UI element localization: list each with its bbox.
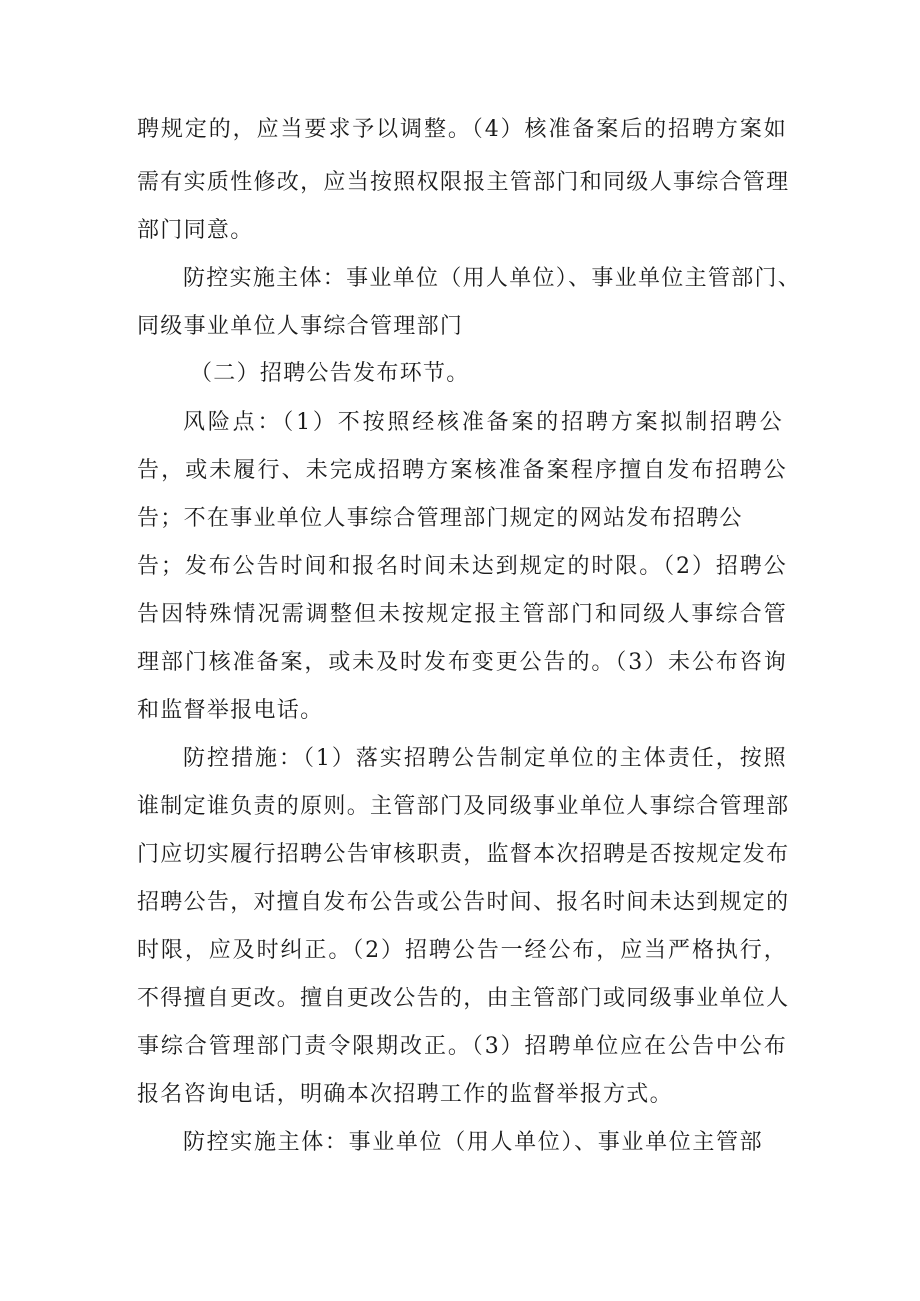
text-line: 时限，应及时纠正。（2）招聘公告一经公布，应当严格执行， xyxy=(137,938,787,963)
text-line: 谁制定谁负责的原则。主管部门及同级事业单位人事综合管理部 xyxy=(137,794,790,819)
text-line: 门应切实履行招聘公告审核职责，监督本次招聘是否按规定发布 xyxy=(137,842,790,867)
text-line: 防控措施：（1）落实招聘公告制定单位的主体责任，按照 xyxy=(183,746,787,771)
text-line: 告因特殊情况需调整但未按规定报主管部门和同级人事综合管 xyxy=(137,602,787,627)
text-line: 部门同意。 xyxy=(137,218,254,243)
text-line: 告；发布公告时间和报名时间未达到规定的时限。（2）招聘公 xyxy=(137,554,787,579)
text-line: 防控实施主体：事业单位（用人单位）、事业单位主管部门、 xyxy=(183,266,802,291)
section-heading: （二）招聘公告发布环节。 xyxy=(190,361,470,386)
text-line: 聘规定的，应当要求予以调整。（4）核准备案后的招聘方案如 xyxy=(137,117,787,142)
text-line: 同级事业单位人事综合管理部门 xyxy=(137,314,464,339)
text-line: 不得擅自更改。擅自更改公告的，由主管部门或同级事业单位人 xyxy=(137,986,790,1011)
text-line: 和监督举报电话。 xyxy=(137,698,324,723)
text-line: 理部门核准备案，或未及时发布变更公告的。（3）未公布咨询 xyxy=(137,650,787,675)
text-line: 需有实质性修改，应当按照权限报主管部门和同级人事综合管理 xyxy=(137,170,790,195)
text-line: 招聘公告，对擅自发布公告或公告时间、报名时间未达到规定的 xyxy=(137,890,790,915)
text-line: 事综合管理部门责令限期改正。（3）招聘单位应在公告中公布 xyxy=(137,1034,787,1059)
text-line: 风险点：（1）不按照经核准备案的招聘方案拟制招聘公 xyxy=(183,410,783,435)
text-line: 防控实施主体：事业单位（用人单位）、事业单位主管部 xyxy=(183,1130,763,1155)
text-line: 报名咨询电话，明确本次招聘工作的监督举报方式。 xyxy=(137,1082,673,1107)
text-line: 告；不在事业单位人事综合管理部门规定的网站发布招聘公 xyxy=(137,506,743,531)
text-line: 告，或未履行、未完成招聘方案核准备案程序擅自发布招聘公 xyxy=(137,458,787,483)
